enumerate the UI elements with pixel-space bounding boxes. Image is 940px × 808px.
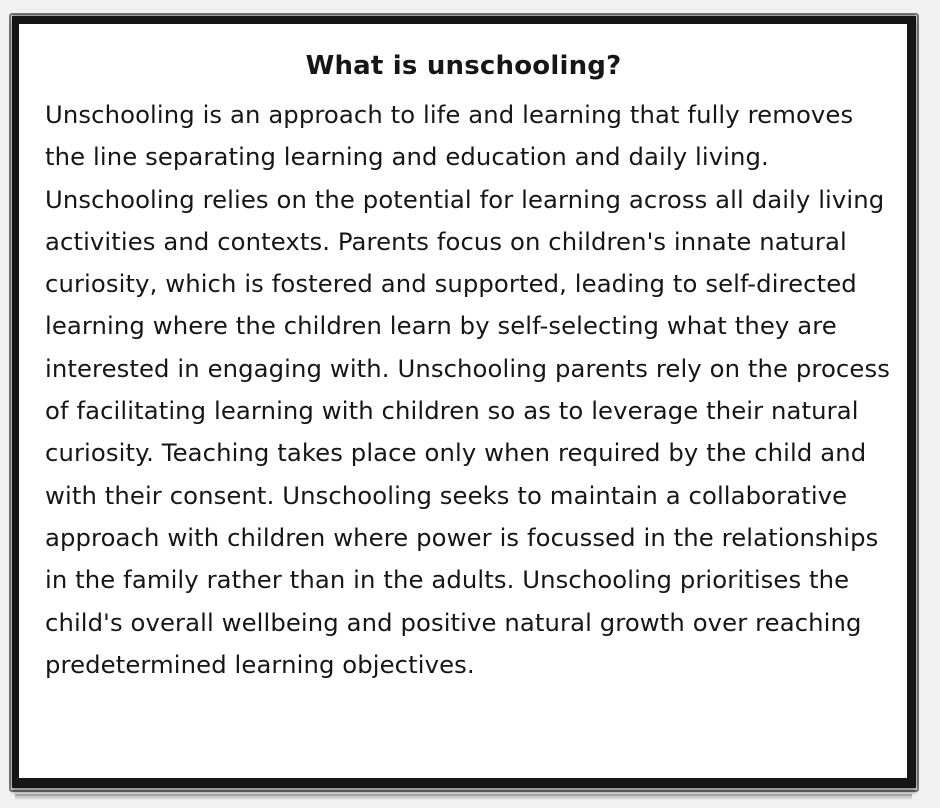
card-body-text: Unschooling is an approach to life and learning that fully removes the line separating learning and education and daily living. Unschooling relies on the potential for learning across all daily living activities and contexts. Parents focus on children's innate natural curiosity, which is fostered and supported, leading to self-directed learning where the children learn by self-selecting what they are interested in engaging with. Unschooling parents rely on the process of facilitating learning with children so as to leverage their natural curiosity. Teaching takes place only when required by the child and with their consent. Unschooling seeks to maintain a collaborative approach with children where power is focussed in the relationships in the family rather than in the adults. Unschooling prioritises the child's overall wellbeing and positive natural growth over reaching predetermined learning objectives. xyxy=(45,100,890,679)
card-title: What is unschooling? xyxy=(305,51,622,81)
text-card xyxy=(12,16,916,788)
